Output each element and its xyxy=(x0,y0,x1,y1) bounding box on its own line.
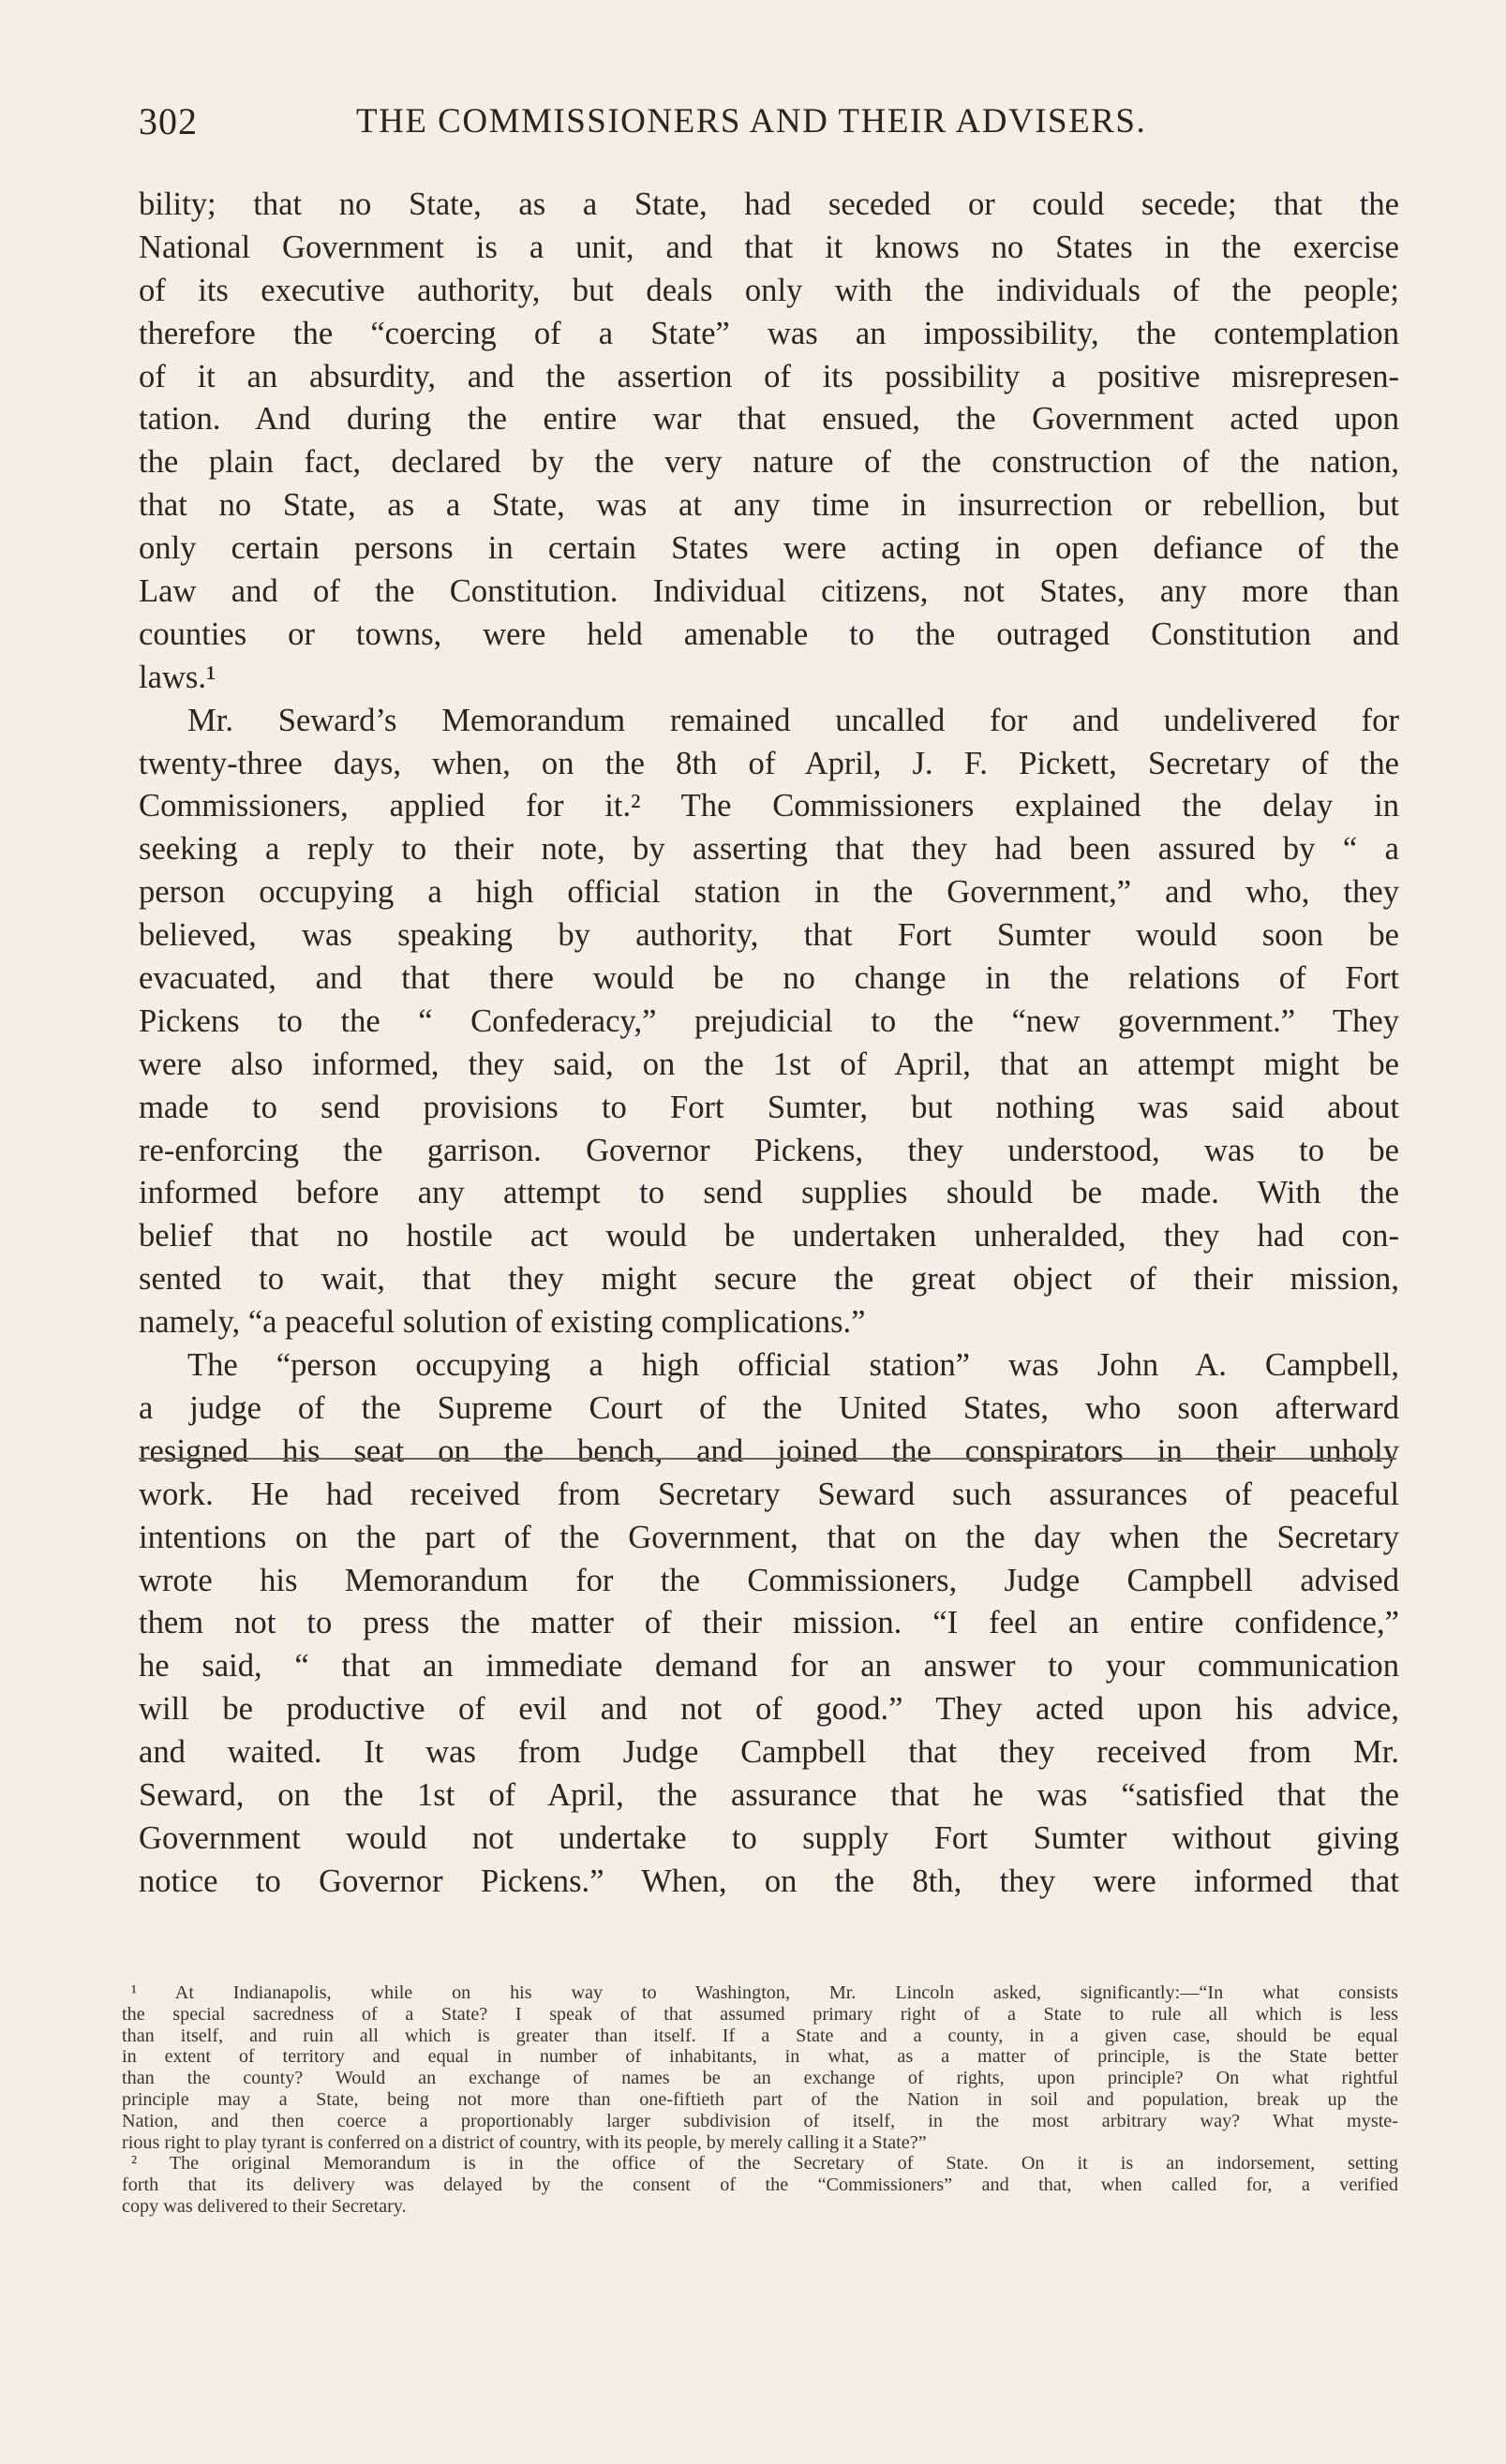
body-line: Commissioners, applied for it.² The Commissioners explained the delay in xyxy=(139,788,1399,824)
body-line: wrote his Memorandum for the Commissioners, Judge Campbell advised xyxy=(139,1562,1399,1598)
body-line: The “person occupying a high official station” was John A. Campbell, xyxy=(187,1347,1399,1384)
body-text xyxy=(139,184,1399,1904)
running-title: THE COMMISSIONERS AND THEIR ADVISERS. xyxy=(356,102,1147,141)
body-line: were also informed, they said, on the 1st of April, that an attempt might be xyxy=(139,1046,1399,1082)
body-line: only certain persons in certain States were acting in open defiance of the xyxy=(139,530,1399,567)
body-line: bility; that no State, as a State, had seceded or could secede; that the xyxy=(139,186,1399,222)
body-line: them not to press the matter of their mission. “I feel an entire confidence,” xyxy=(139,1605,1399,1641)
footnote-line: Nation, and then coerce a proportionably larger subdivision of itself, in the most arbitrary way? What myste- xyxy=(122,2110,1398,2131)
footnote-line: ² The original Memorandum is in the office of the Secretary of State. On it is an indorsement, setting xyxy=(131,2153,1398,2175)
body-line: resigned his seat on the bench, and joined the conspirators in their unholy xyxy=(139,1432,1399,1469)
footnote-line: principle may a State, being not more than one-fiftieth part of the Nation in soil and population, break up the xyxy=(122,2088,1398,2110)
body-line: of its executive authority, but deals only with the individuals of the people; xyxy=(139,272,1399,308)
body-line: informed before any attempt to send supplies should be made. With the xyxy=(139,1175,1399,1211)
footnote-line: than itself, and ruin all which is greater than itself. If a State and a county, in a given case, should be equal xyxy=(122,2025,1398,2046)
body-line: sented to wait, that they might secure the great object of their mission, xyxy=(139,1261,1399,1298)
body-line: of it an absurdity, and the assertion of its possibility a positive misrepresen- xyxy=(139,358,1399,394)
body-line: that no State, as a State, was at any time in insurrection or rebellion, but xyxy=(139,487,1399,524)
body-line: re-enforcing the garrison. Governor Pickens, they understood, was to be xyxy=(139,1132,1399,1168)
body-line: Law and of the Constitution. Individual citizens, not States, any more than xyxy=(139,573,1399,610)
body-line: laws.¹ xyxy=(139,659,216,695)
body-line: person occupying a high official station in the Government,” and who, they xyxy=(139,874,1399,911)
body-line: twenty-three days, when, on the 8th of April, J. F. Pickett, Secretary of the xyxy=(139,745,1399,781)
body-line: believed, was speaking by authority, that Fort Sumter would soon be xyxy=(139,917,1399,954)
footnote-line: than the county? Would an exchange of names be an exchange of rights, upon principle? On what rightful xyxy=(122,2068,1398,2089)
footnote-line: ¹ At Indianapolis, while on his way to Washington, Mr. Lincoln asked, significantly:—“In what consists xyxy=(131,1982,1398,2003)
running-head xyxy=(139,99,1394,156)
body-line: and waited. It was from Judge Campbell that they received from Mr. xyxy=(139,1734,1399,1771)
body-line: tation. And during the entire war that ensued, the Government acted upon xyxy=(139,401,1399,438)
body-line: intentions on the part of the Government, that on the day when the Secretary xyxy=(139,1519,1399,1555)
body-line: Seward, on the 1st of April, the assurance that he was “satisfied that the xyxy=(139,1776,1399,1813)
body-line: therefore the “coercing of a State” was an impossibility, the contemplation xyxy=(139,315,1399,351)
body-line: Pickens to the “ Confederacy,” prejudicial to the “new government.” They xyxy=(139,1002,1399,1039)
body-line: will be productive of evil and not of good.” They acted upon his advice, xyxy=(139,1691,1399,1728)
footnote-line: in extent of territory and equal in number of inhabitants, in what, as a matter of principle, is the State better xyxy=(122,2046,1398,2068)
body-line: seeking a reply to their note, by asserting that they had been assured by “ a xyxy=(139,831,1399,868)
body-line: counties or towns, were held amenable to the outraged Constitution and xyxy=(139,616,1399,652)
body-line: Government would not undertake to supply Fort Sumter without giving xyxy=(139,1819,1399,1856)
body-line: work. He had received from Secretary Seward such assurances of peaceful xyxy=(139,1476,1399,1512)
footnote-line: the special sacredness of a State? I speak of that assumed primary right of a State to rule all which is less xyxy=(122,2003,1398,2025)
footnote-divider xyxy=(139,1458,1396,1460)
body-line: evacuated, and that there would be no change in the relations of Fort xyxy=(139,960,1399,997)
footnote-line: rious right to play tyrant is conferred on a district of country, with its people, by merely calling it a State?” xyxy=(122,2131,927,2153)
body-line: notice to Governor Pickens.” When, on the 8th, they were informed that xyxy=(139,1863,1399,1899)
body-line: a judge of the Supreme Court of the United States, who soon afterward xyxy=(139,1389,1399,1426)
body-line: namely, “a peaceful solution of existing complications.” xyxy=(139,1304,866,1341)
body-line: National Government is a unit, and that it knows no States in the exercise xyxy=(139,229,1399,265)
body-line: belief that no hostile act would be undertaken unheralded, they had con- xyxy=(139,1218,1399,1254)
body-line: Mr. Seward’s Memorandum remained uncalled for and undelivered for xyxy=(187,702,1399,738)
body-line: made to send provisions to Fort Sumter, but nothing was said about xyxy=(139,1089,1399,1125)
footnotes xyxy=(122,1982,1398,2218)
page-number: 302 xyxy=(139,100,198,142)
footnote-line: copy was delivered to their Secretary. xyxy=(122,2195,407,2217)
body-line: the plain fact, declared by the very nature of the construction of the nation, xyxy=(139,444,1399,481)
footnote-line: forth that its delivery was delayed by the consent of the “Commissioners” and that, when called for, a verified xyxy=(122,2175,1398,2196)
body-line: he said, “ that an immediate demand for an answer to your communication xyxy=(139,1648,1399,1685)
